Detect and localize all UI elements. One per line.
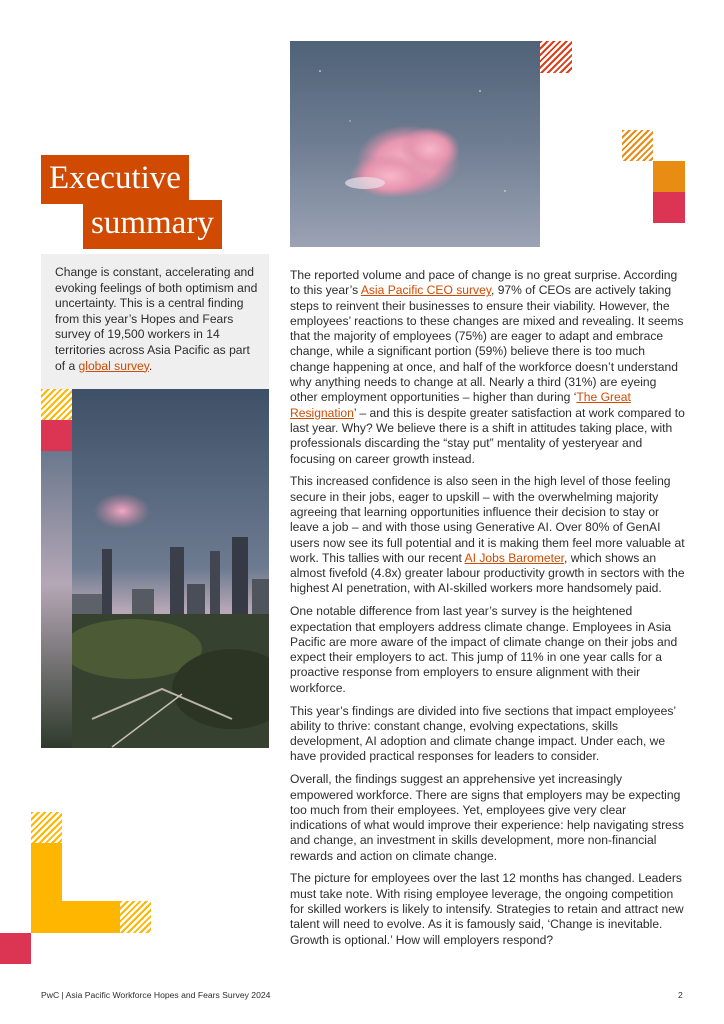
decor-red-square [0, 933, 31, 964]
body-paragraph-5: Overall, the findings suggest an apprehensive yet increasingly empowered workforce. There are signs that employers may be expecting too much from their employees. Yet, employees give very clear indications of what would improve their experience: help navigating stress and change, an investment in skills development, more non-financial rewards and action on climate change. [290, 772, 684, 863]
body-paragraph-3: One notable difference from last year’s survey is the heightened expectation that employers address climate change. Employees in Asia Pacific are more aware of the impact of climate change on their jobs and expect their employers to act. This jump of 11% in one year calls for a proactive response from employers to ensure alignment with their workforce. [290, 604, 678, 695]
intro-text [55, 265, 261, 374]
body-paragraph-4: This year’s findings are divided into five sections that impact employees’ ability to thrive: constant change, evolving expectations, skills development, AI adoption and climate change impact. Under each, we have provided practical responses for leaders to consider. [290, 703, 676, 764]
body-text-span: , which shows an almost fivefold (4.8x) greater labour productivity growth in sectors with the highest AI penetration, with AI-skilled workers more handsomely paid. [290, 550, 685, 596]
page-number: 2 [678, 990, 683, 1000]
city-skyline-image [72, 389, 269, 748]
intro-text-part: Change is constant, accelerating and evoking feelings of both optimism and uncertainty. This is a central finding from this year’s Hopes and Fears survey of 19,500 workers in 14 territories across Asia Pacific as part of a [55, 265, 258, 373]
body-text-span: ’ – and this is despite greater satisfaction at work compared to last year. Why? We believe there is a shift in attitudes taking place, with professionals discarding the “stay put” mentality of yesteryear and focusing on career growth instead. [290, 405, 685, 466]
body-paragraph-1 [290, 268, 686, 467]
city-image-left-strip [41, 451, 72, 748]
body-text-span: The reported volume and pace of change is no great surprise. According to this year’s [290, 268, 678, 298]
page-title-line1: Executive [41, 155, 189, 204]
decor-hatch-square [31, 812, 62, 843]
decor-orange-square [653, 161, 685, 192]
body-text-span: This increased confidence is also seen in the high level of those feeling secure in their jobs, eager to upskill – with the overwhelming majority agreeing that learning opportunities influence their decision to stay or leave a job – and with those using Generative AI. Over 80% of GenAI users now see its full potential and it is making them feel more valuable at work. This tallies with our recent [290, 474, 685, 565]
sky-cloud-image [290, 41, 540, 247]
decor-hatch-square [41, 389, 72, 420]
great-resignation-link[interactable]: The Great Resignation [290, 390, 631, 420]
intro-text-end: . [148, 358, 153, 373]
footer-source: PwC | Asia Pacific Workforce Hopes and Fears Survey 2024 [41, 990, 271, 1000]
body-paragraph-6: The picture for employees over the last 12 months has changed. Leaders must take note. With rising employee leverage, the ongoing competition for skilled workers is likely to intensify. Strategies to retain and attract new talent will need to evolve. As it is famously said, ‘Change is inevitable. Growth is optional.’ How will employers respond? [290, 871, 684, 947]
ai-jobs-barometer-link[interactable]: AI Jobs Barometer [464, 550, 565, 565]
decor-red-square [653, 192, 685, 223]
asia-pacific-ceo-survey-link[interactable]: Asia Pacific CEO survey [360, 283, 491, 298]
decor-hatch-square [540, 41, 572, 73]
body-text [290, 268, 686, 955]
body-text-span: , 97% of CEOs are actively taking steps to reinvent their businesses to ensure their viability. However, the employees’ reactions to these changes are mixed and revealing. It seems that the majority of employees (75%) are eager to adapt and embrace change, while a significant portion (59%) believe there is too much change happening at once, and half of the workforce doesn’t understand why anything needs to change at all. Nearly a third (31%) are eyeing other employment opportunities – higher than during ‘ [290, 283, 684, 405]
decor-hatch-square [622, 130, 653, 161]
decor-hatch-square [120, 901, 151, 933]
body-paragraph-2 [290, 474, 686, 596]
decor-red-square [41, 420, 72, 451]
decor-yellow-bar [62, 901, 120, 933]
global-survey-link[interactable]: global survey [78, 358, 149, 373]
decor-yellow-bar [31, 843, 62, 933]
page-title-line2: summary [83, 200, 222, 249]
